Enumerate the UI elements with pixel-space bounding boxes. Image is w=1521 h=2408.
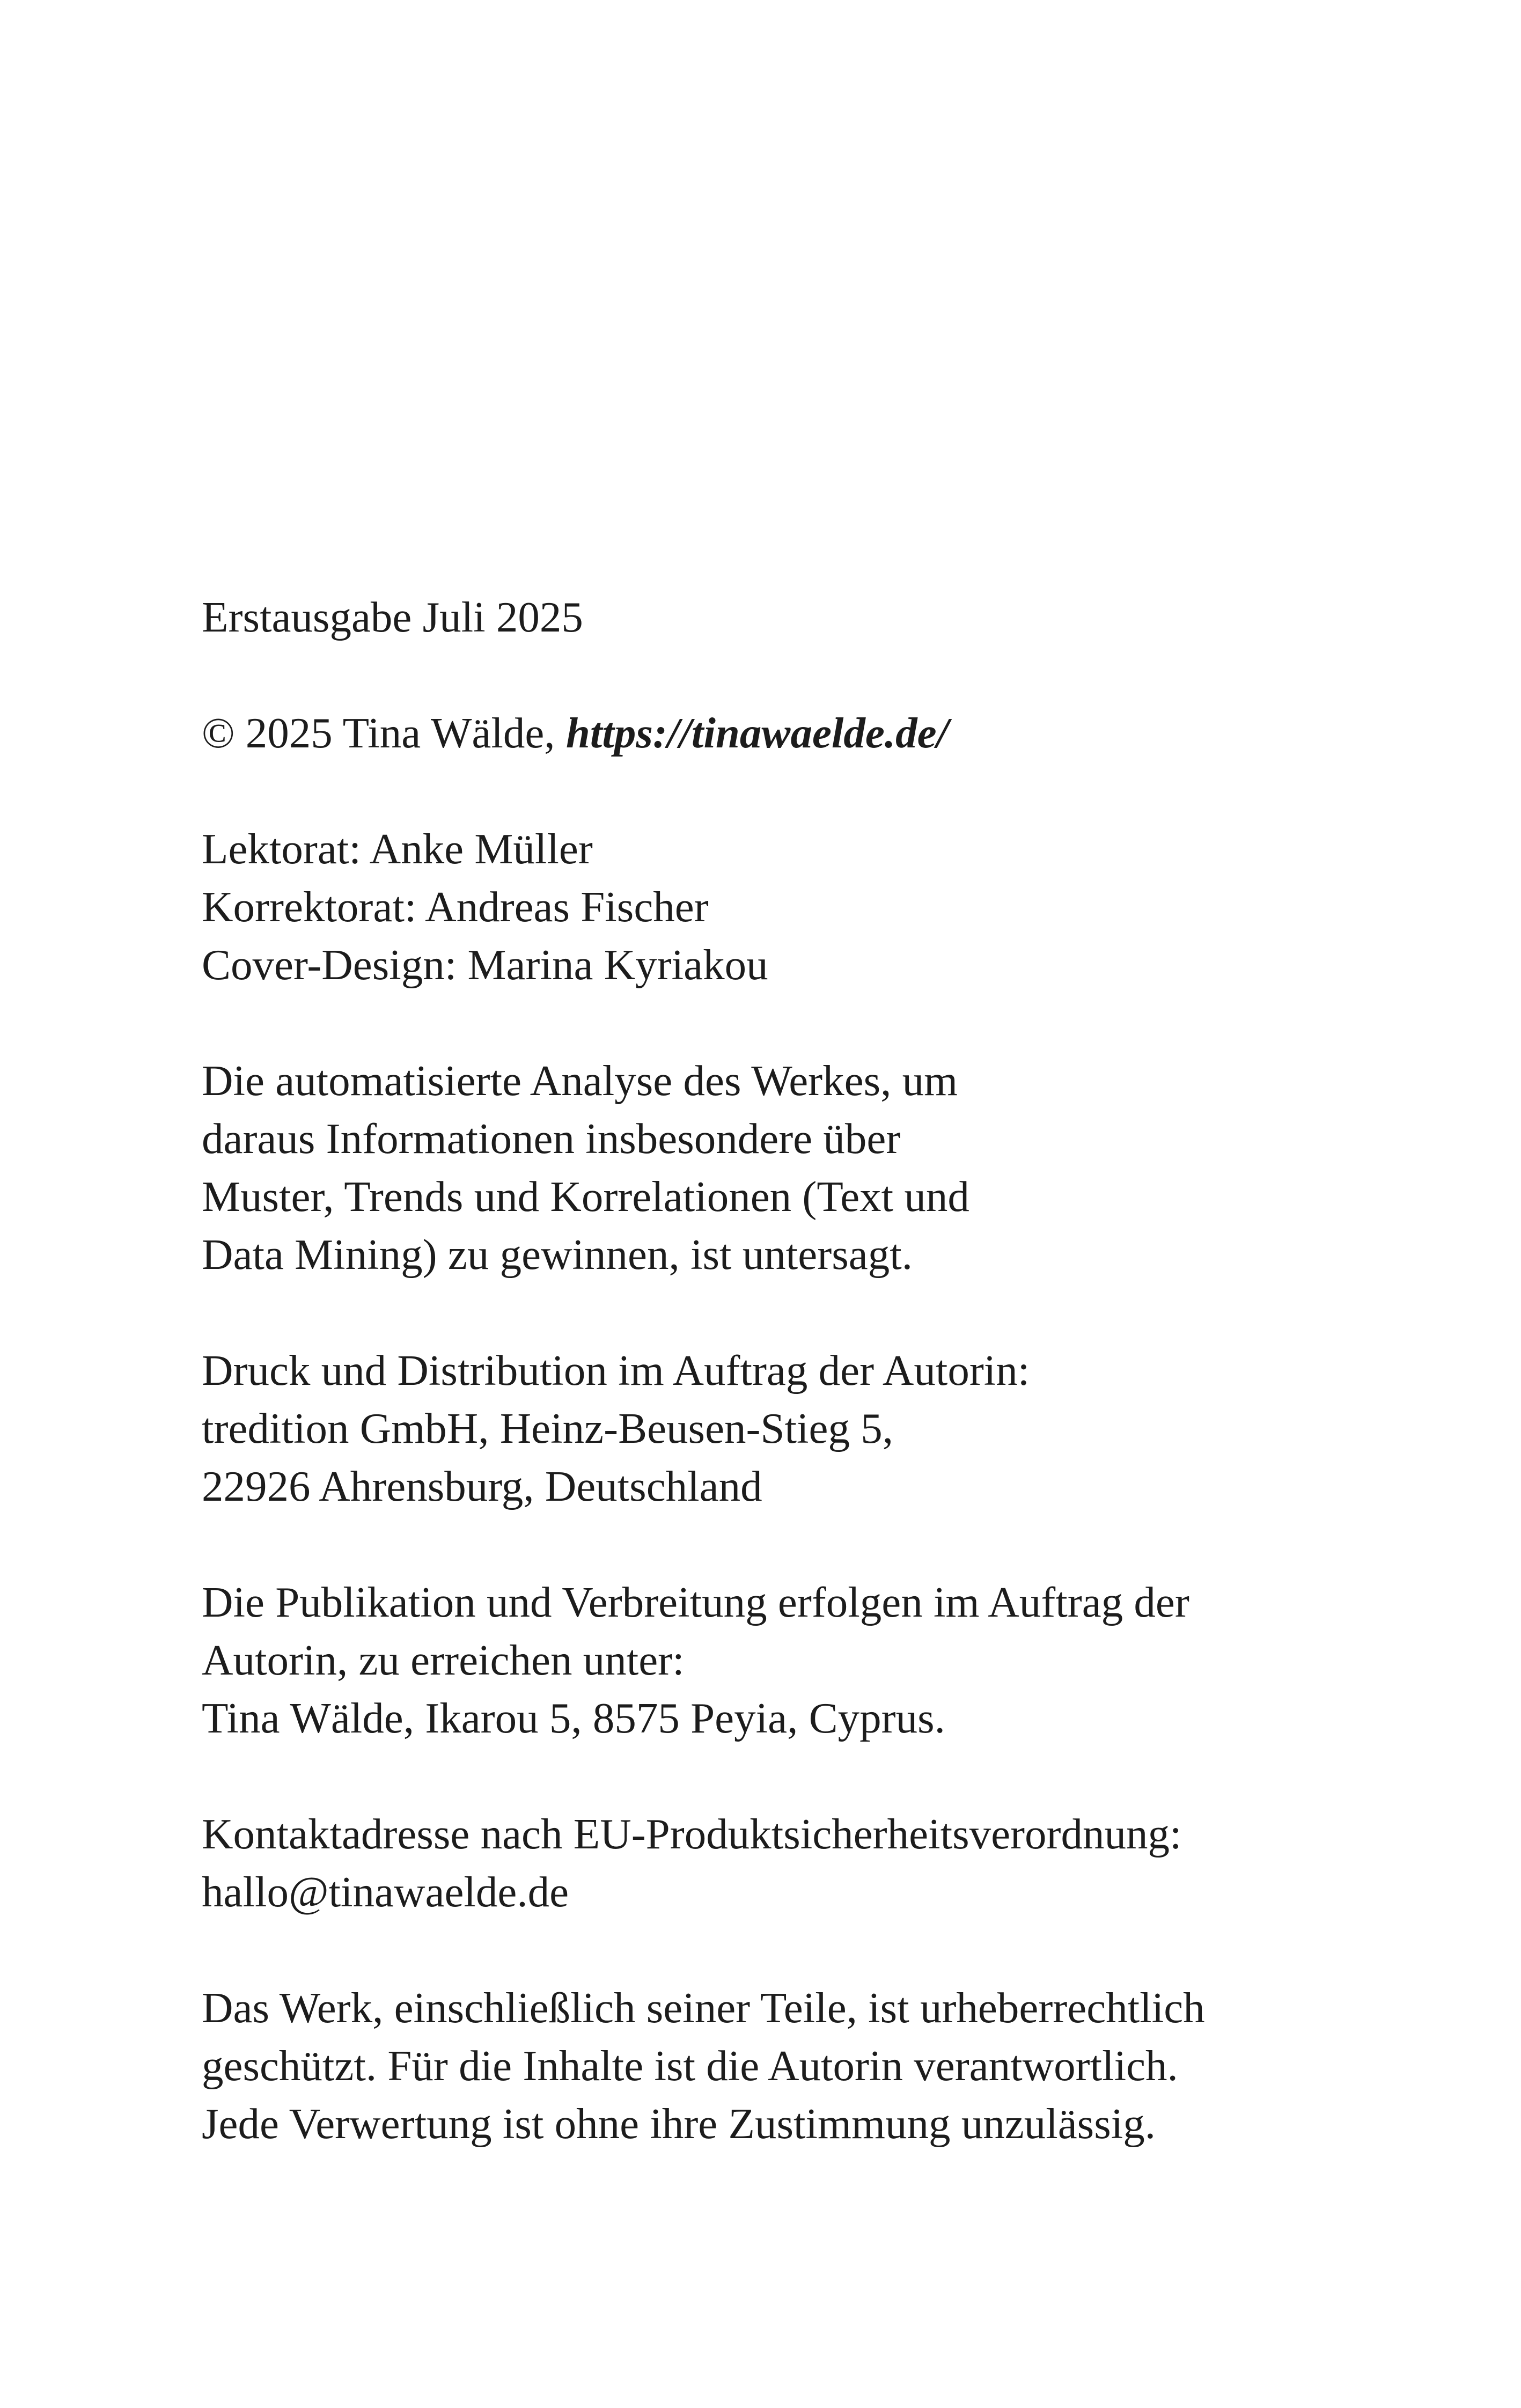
- rights-line: Jede Verwertung ist ohne ihre Zustimmung unzulässig.: [202, 2099, 1156, 2148]
- tdm-notice-line: Data Mining) zu gewinnen, ist untersagt.: [202, 1230, 913, 1279]
- edition-block: [202, 588, 1382, 646]
- credit-cover-design: Cover-Design: Marina Kyriakou: [202, 941, 768, 989]
- contact-label: Kontaktadresse nach EU-Produktsicherheitsverordnung:: [202, 1810, 1182, 1858]
- rights-line: geschützt. Für die Inhalte ist die Autorin verantwortlich.: [202, 2042, 1178, 2090]
- tdm-notice-line: daraus Informationen insbesondere über: [202, 1114, 901, 1163]
- tdm-notice-line: Die automatisierte Analyse des Werkes, um: [202, 1056, 958, 1105]
- distribution-line: tredition GmbH, Heinz-Beusen-Stieg 5,: [202, 1404, 893, 1452]
- copyright-line: [202, 704, 1382, 762]
- credit-editing: Lektorat: Anke Müller: [202, 825, 593, 873]
- contact-block: [202, 1805, 1382, 1921]
- rights-line: Das Werk, einschließlich seiner Teile, ist urheberrechtlich: [202, 1984, 1205, 2032]
- author-website-link[interactable]: https://tinawaelde.de/: [565, 709, 949, 757]
- publication-address: Tina Wälde, Ikarou 5, 8575 Peyia, Cyprus.: [202, 1694, 945, 1742]
- credits-block: [202, 820, 1382, 994]
- distribution-line: Druck und Distribution im Auftrag der Autorin:: [202, 1346, 1030, 1394]
- edition-line: Erstausgabe Juli 2025: [202, 593, 583, 641]
- publication-line: Die Publikation und Verbreitung erfolgen im Auftrag der: [202, 1578, 1189, 1626]
- credit-proofreading: Korrektorat: Andreas Fischer: [202, 883, 709, 931]
- copyright-holder: © 2025 Tina Wälde,: [202, 709, 566, 757]
- tdm-notice-block: [202, 1052, 1382, 1283]
- copyright-block: [202, 704, 1382, 762]
- imprint-text: [202, 588, 1382, 2153]
- distribution-block: [202, 1341, 1382, 1515]
- contact-email-link[interactable]: hallo@tinawaelde.de: [202, 1868, 569, 1916]
- distribution-line: 22926 Ahrensburg, Deutschland: [202, 1462, 762, 1510]
- publication-block: [202, 1573, 1382, 1747]
- publication-line: Autorin, zu erreichen unter:: [202, 1636, 685, 1684]
- rights-block: [202, 1979, 1382, 2153]
- tdm-notice-line: Muster, Trends und Korrelationen (Text und: [202, 1172, 969, 1221]
